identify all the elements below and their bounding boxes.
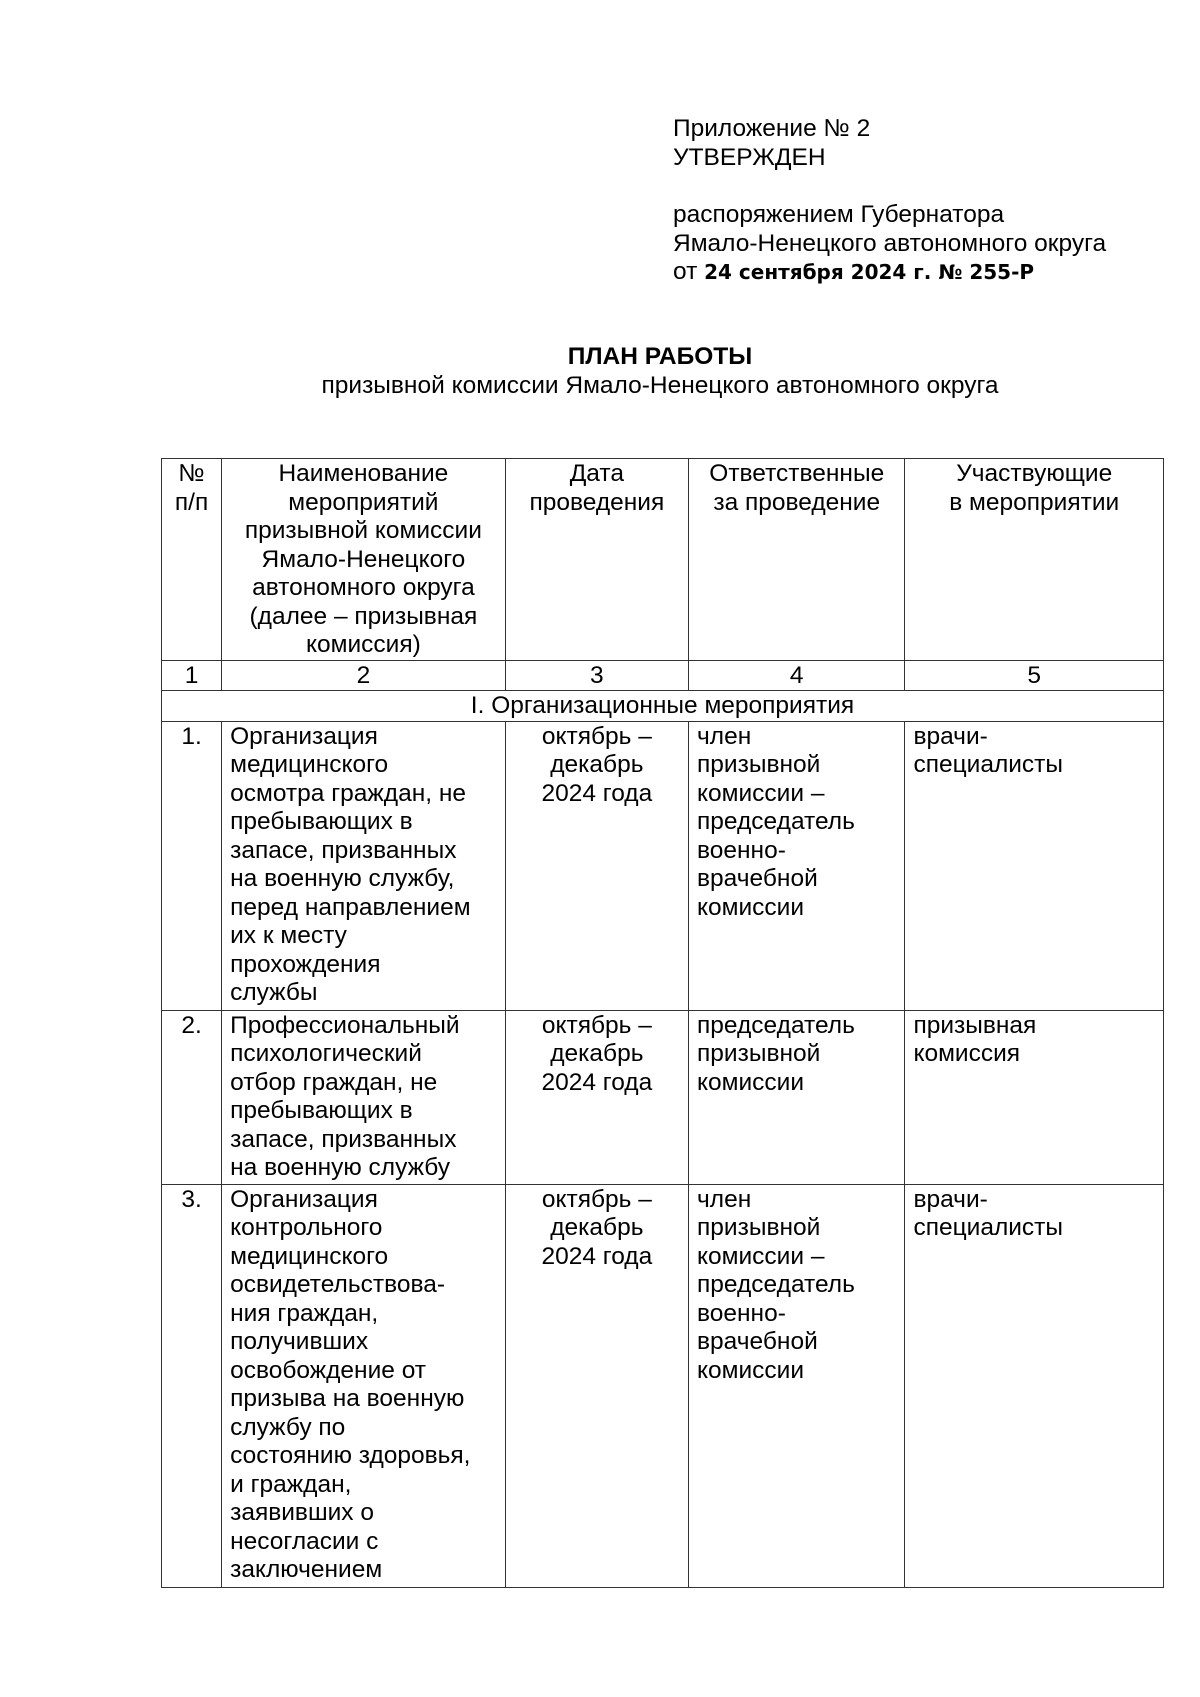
document-title: ПЛАН РАБОТЫ	[567, 343, 753, 370]
order-line-1: распоряжением Губернатора	[673, 201, 1005, 228]
section-title-row	[162, 691, 1164, 722]
row-participants	[905, 1184, 1164, 1587]
row-participants-text: врачи- специалисты	[913, 722, 1064, 778]
row-number: 2.	[162, 1010, 222, 1184]
row-participants-text: врачи- специалисты	[913, 1185, 1064, 1241]
header-responsible-text: Ответственные за проведение	[709, 460, 885, 516]
plan-table	[161, 458, 1164, 1588]
column-number: 2	[222, 660, 506, 691]
order-date-value: 24 сентября 2024 г. № 255-Р	[704, 260, 1035, 284]
row-event-name	[222, 1184, 506, 1587]
row-event-name-text: Профессиональный психологический отбор граждан, не пребывающих в запасе, призванных на военную службу	[230, 1011, 460, 1181]
row-responsible	[689, 721, 905, 1010]
header-event-name-text: Наименование мероприятий призывной комиссии Ямало-Ненецкого автономного округа (далее – призывная комиссия)	[244, 460, 482, 658]
row-date-text: октябрь – декабрь 2024 года	[541, 1011, 653, 1096]
header-date-text: Дата проведения	[529, 460, 665, 516]
table-row	[162, 721, 1164, 1010]
appendix-label: Приложение № 2	[673, 115, 871, 142]
row-participants-text: призывная комиссия	[913, 1011, 1037, 1067]
document-subtitle: призывной комиссии Ямало-Ненецкого автономного округа	[321, 372, 999, 399]
order-date-prefix: от	[673, 258, 698, 285]
row-event-name-text: Организация контрольного медицинского освидетельствова- ния граждан, получивших освобождение от призыва на военную службу по состоянию здоровья, и граждан, заявивших о несогласии с заключением	[230, 1185, 471, 1583]
header-number	[162, 459, 222, 661]
row-number: 3.	[162, 1184, 222, 1587]
row-event-name	[222, 1010, 506, 1184]
header-participants-text: Участвующие в мероприятии	[949, 460, 1120, 516]
table-row	[162, 1010, 1164, 1184]
header-responsible	[689, 459, 905, 661]
row-responsible-text: член призывной комиссии – председатель военно- врачебной комиссии	[697, 722, 855, 921]
row-responsible	[689, 1184, 905, 1587]
section-title: I. Организационные мероприятия	[162, 691, 1164, 722]
row-responsible-text: председатель призывной комиссии	[697, 1011, 855, 1096]
row-date	[505, 1184, 688, 1587]
header-event-name	[222, 459, 506, 661]
column-number: 5	[905, 660, 1164, 691]
header-participants	[905, 459, 1164, 661]
column-number: 4	[689, 660, 905, 691]
approval-spacer	[673, 172, 1173, 201]
table-row	[162, 1184, 1164, 1587]
row-event-name	[222, 721, 506, 1010]
row-date-text: октябрь – декабрь 2024 года	[541, 1185, 653, 1270]
row-date	[505, 1010, 688, 1184]
approval-block	[673, 115, 1173, 287]
header-number-text: № п/п	[174, 460, 209, 516]
column-number: 3	[505, 660, 688, 691]
row-responsible-text: член призывной комиссии – председатель военно- врачебной комиссии	[697, 1185, 855, 1384]
row-date	[505, 721, 688, 1010]
row-participants	[905, 1010, 1164, 1184]
order-date-line	[673, 258, 1173, 287]
row-number: 1.	[162, 721, 222, 1010]
header-date	[505, 459, 688, 661]
column-number-row	[162, 660, 1164, 691]
order-line-2: Ямало-Ненецкого автономного округа	[673, 229, 1107, 257]
row-date-text: октябрь – декабрь 2024 года	[541, 722, 653, 807]
row-responsible	[689, 1010, 905, 1184]
table-header-row	[162, 459, 1164, 661]
row-participants	[905, 721, 1164, 1010]
row-event-name-text: Организация медицинского осмотра граждан, не пребывающих в запасе, призванных на военную службу, перед направлением их к месту прохождения службы	[230, 722, 471, 1006]
column-number: 1	[162, 660, 222, 691]
approved-label: УТВЕРЖДЕН	[673, 143, 826, 171]
